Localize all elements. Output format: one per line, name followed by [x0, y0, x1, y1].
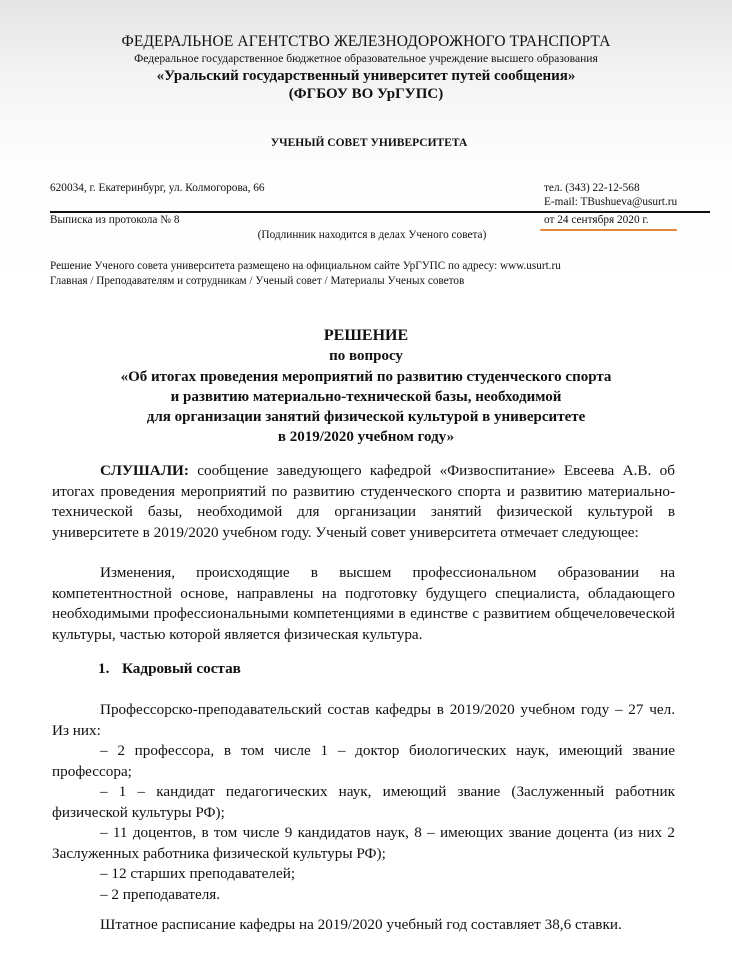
staff-item: – 2 преподавателя.	[100, 885, 221, 903]
phone: тел. (343) 22-12-568	[544, 182, 640, 194]
decision-subtitle: по вопросу	[329, 348, 403, 364]
staffing-rate: Штатное расписание кафедры на 2019/2020 учебный год составляет 38,6 ставки.	[100, 916, 622, 933]
institution-type: Федеральное государственное бюджетное образовательное учреждение высшего образования	[134, 52, 598, 65]
heard-text: сообщение заведующего кафедрой «Физвоспитание» Евсеева А.В. об итогах проведения мероприятий по развитию студенческого спорта и развитию материально-технической базы, необходимой для организации занятий физической культурой в университете в 2019/2020 учебном году. Ученый совет университета отмечает следующее:	[52, 462, 675, 541]
university-name: «Уральский государственный университет путей сообщения»	[156, 68, 576, 84]
section-heading	[98, 660, 241, 678]
decision-topic-line: в 2019/2020 учебном году»	[277, 429, 455, 445]
decision-topic-line: и развитию материально-технической базы, необходимой	[170, 389, 562, 405]
staff-item: – 2 профессора, в том числе 1 – доктор биологических наук, имеющий звание профессора;	[52, 742, 675, 780]
section-title: Кадровый состав	[122, 660, 241, 677]
staff-item: – 1 – кандидат педагогических наук, имеющий звание (Заслуженный работник физической культуры РФ);	[52, 783, 675, 821]
staff-item: – 11 доцентов, в том числе 9 кандидатов наук, 8 – имеющих звание доцента (из них 2 Заслуженных работника физической культуры РФ);	[52, 824, 675, 862]
decision-topic-line: для организации занятий физической культурой в университете	[146, 409, 586, 425]
changes-text: Изменения, происходящие в высшем профессиональном образовании на компетентностной основе, направлены на подготовку будущего специалиста, обладающего необходимыми профессиональными компетенциями в единстве с развитием общечеловеческой культуры, частью которой является физическая культура.	[52, 564, 675, 643]
publication-note: Решение Ученого совета университета размещено на официальном сайте УрГУПС по адресу: www.usurt.ru	[50, 260, 561, 272]
staff-intro: Профессорско-преподавательский состав кафедры в 2019/2020 учебном году – 27 чел. Из них:	[52, 701, 675, 739]
council-heading: УЧЕНЫЙ СОВЕТ УНИВЕРСИТЕТА	[270, 137, 468, 149]
publication-path: Главная / Преподавателям и сотрудникам / Ученый совет / Материалы Ученых советов	[50, 275, 465, 287]
email: E-mail: TBushueva@usurt.ru	[544, 196, 678, 208]
university-abbreviation: (ФГБОУ ВО УрГУПС)	[288, 86, 444, 102]
heard-paragraph	[52, 461, 675, 543]
agency-name: ФЕДЕРАЛЬНОЕ АГЕНТСТВО ЖЕЛЕЗНОДОРОЖНОГО ТРАНСПОРТА	[121, 33, 611, 50]
address: 620034, г. Екатеринбург, ул. Колмогорова, 66	[50, 182, 265, 194]
decision-topic-line: «Об итогах проведения мероприятий по развитию студенческого спорта	[120, 369, 612, 385]
changes-paragraph	[52, 563, 675, 645]
decision-title: РЕШЕНИЕ	[323, 327, 409, 344]
section-number: 1.	[98, 660, 110, 677]
original-note: (Подлинник находится в делах Ученого совета)	[257, 229, 487, 241]
protocol-date: от 24 сентября 2020 г.	[544, 214, 649, 226]
header-divider	[50, 211, 710, 213]
staff-item: – 12 старших преподавателей;	[100, 865, 296, 882]
staff-list	[52, 700, 675, 905]
protocol-extract: Выписка из протокола № 8	[50, 214, 180, 226]
heard-label: СЛУШАЛИ:	[100, 462, 189, 479]
